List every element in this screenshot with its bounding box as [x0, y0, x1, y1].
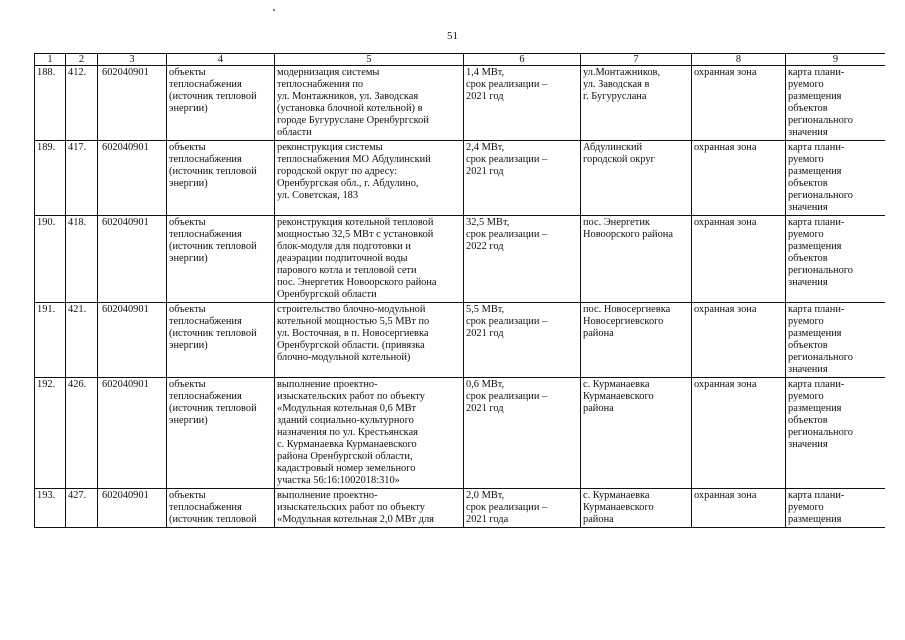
description-line: зданий социально-культурного: [277, 415, 414, 426]
table-container: [34, 53, 885, 640]
description-line: теплоснабжения по: [277, 79, 364, 90]
description-line: изыскательских работ по объекту: [277, 391, 425, 402]
object-type-line: объекты: [169, 379, 206, 390]
object-type-cell: [167, 141, 275, 216]
zone-cell: охранная зона: [692, 216, 786, 303]
object-type-line: теплоснабжения: [169, 154, 242, 165]
object-type-line: (источник тепловой: [169, 403, 257, 414]
map-line: размещения: [788, 241, 842, 252]
parameters-line: срок реализации –: [466, 229, 548, 240]
header-row: [35, 54, 886, 66]
map-line: регионального: [788, 190, 853, 201]
map-cell: [786, 141, 886, 216]
map-line: значения: [788, 364, 828, 375]
record-id-cell: 417.: [66, 141, 98, 216]
location-cell: [581, 378, 692, 489]
map-line: карта плани-: [788, 67, 845, 78]
code-cell: 602040901: [98, 303, 167, 378]
location-cell: [581, 489, 692, 528]
parameters-line: 2,0 МВт,: [466, 490, 505, 501]
object-type-line: энергии): [169, 103, 208, 114]
zone-cell: охранная зона: [692, 303, 786, 378]
map-line: регионального: [788, 115, 853, 126]
map-line: объектов: [788, 178, 828, 189]
map-line: регионального: [788, 352, 853, 363]
object-type-line: объекты: [169, 67, 206, 78]
table-row: [35, 489, 886, 528]
parameters-line: 2021 год: [466, 166, 504, 177]
column-header-5: 5: [275, 54, 464, 66]
parameters-cell: [464, 489, 581, 528]
location-line: ул.Монтажников,: [583, 67, 661, 78]
description-line: участка 56:16:1002018:310»: [277, 475, 400, 486]
location-line: с. Курманаевка: [583, 490, 650, 501]
description-line: мощностью 32,5 МВт с установкой: [277, 229, 434, 240]
column-header-4: 4: [167, 54, 275, 66]
map-cell: [786, 489, 886, 528]
map-line: руемого: [788, 502, 824, 513]
description-line: модернизация системы: [277, 67, 380, 78]
object-type-cell: [167, 378, 275, 489]
object-type-line: объекты: [169, 142, 206, 153]
object-type-line: теплоснабжения: [169, 502, 242, 513]
location-line: района: [583, 328, 614, 339]
object-type-line: теплоснабжения: [169, 316, 242, 327]
location-line: пос. Новосергиевка: [583, 304, 671, 315]
description-line: ул. Советская, 183: [277, 190, 359, 201]
code-cell: 602040901: [98, 378, 167, 489]
map-line: размещения: [788, 403, 842, 414]
location-cell: [581, 141, 692, 216]
description-line: котельной мощностью 5,5 МВт по: [277, 316, 430, 327]
object-type-line: объекты: [169, 490, 206, 501]
column-header-2: 2: [66, 54, 98, 66]
parameters-line: 2021 года: [466, 514, 509, 525]
code-cell: 602040901: [98, 216, 167, 303]
map-line: руемого: [788, 79, 824, 90]
record-id-cell: 418.: [66, 216, 98, 303]
map-line: объектов: [788, 415, 828, 426]
location-line: пос. Энергетик: [583, 217, 650, 228]
location-line: Новосергиевского: [583, 316, 664, 327]
parameters-line: срок реализации –: [466, 391, 548, 402]
row-number-cell: 190.: [35, 216, 66, 303]
record-id-cell: 427.: [66, 489, 98, 528]
parameters-cell: [464, 303, 581, 378]
record-id-cell: 426.: [66, 378, 98, 489]
map-line: руемого: [788, 391, 824, 402]
description-cell: [275, 66, 464, 141]
map-line: размещения: [788, 91, 842, 102]
map-cell: [786, 378, 886, 489]
location-line: Курманаевского: [583, 502, 654, 513]
description-line: реконструкция котельной тепловой: [277, 217, 434, 228]
description-line: (установка блочной котельной) в: [277, 103, 423, 114]
zone-cell: охранная зона: [692, 141, 786, 216]
location-line: Курманаевского: [583, 391, 654, 402]
parameters-line: 2021 год: [466, 328, 504, 339]
object-type-line: энергии): [169, 253, 208, 264]
map-line: объектов: [788, 103, 828, 114]
map-line: значения: [788, 439, 828, 450]
location-line: ул. Заводская в: [583, 79, 650, 90]
parameters-line: 32,5 МВт,: [466, 217, 510, 228]
object-type-line: энергии): [169, 178, 208, 189]
map-line: руемого: [788, 316, 824, 327]
description-line: строительство блочно-модульной: [277, 304, 426, 315]
location-line: городской округ: [583, 154, 655, 165]
table-header: [35, 54, 886, 66]
parameters-line: срок реализации –: [466, 316, 548, 327]
table-row: [35, 216, 886, 303]
parameters-line: срок реализации –: [466, 79, 548, 90]
zone-cell: охранная зона: [692, 66, 786, 141]
object-type-line: объекты: [169, 217, 206, 228]
description-line: Оренбургской области. (привязка: [277, 340, 425, 351]
description-line: изыскательских работ по объекту: [277, 502, 425, 513]
object-type-cell: [167, 66, 275, 141]
map-line: регионального: [788, 265, 853, 276]
object-type-line: (источник тепловой: [169, 166, 257, 177]
object-type-line: объекты: [169, 304, 206, 315]
object-type-cell: [167, 216, 275, 303]
parameters-line: 2,4 МВт,: [466, 142, 505, 153]
map-line: карта плани-: [788, 142, 845, 153]
description-line: «Модульная котельная 0,6 МВт: [277, 403, 417, 414]
object-type-line: (источник тепловой: [169, 328, 257, 339]
description-line: реконструкция системы: [277, 142, 383, 153]
column-header-8: 8: [692, 54, 786, 66]
record-id-cell: 421.: [66, 303, 98, 378]
map-cell: [786, 66, 886, 141]
map-line: размещения: [788, 514, 842, 525]
parameters-line: 0,6 МВт,: [466, 379, 505, 390]
map-line: значения: [788, 202, 828, 213]
description-line: «Модульная котельная 2,0 МВт для: [277, 514, 434, 525]
page-number: 51: [447, 30, 458, 42]
description-line: блочно-модульной котельной): [277, 352, 411, 363]
code-cell: 602040901: [98, 66, 167, 141]
object-type-line: теплоснабжения: [169, 79, 242, 90]
description-line: городе Бугуруслане Оренбургской: [277, 115, 429, 126]
table-row: [35, 303, 886, 378]
location-cell: [581, 66, 692, 141]
description-line: ул. Восточная, в п. Новосергиевка: [277, 328, 429, 339]
description-line: выполнение проектно-: [277, 490, 378, 501]
parameters-line: 1,4 МВт,: [466, 67, 505, 78]
description-cell: [275, 489, 464, 528]
map-line: карта плани-: [788, 379, 845, 390]
location-line: района: [583, 403, 614, 414]
parameters-cell: [464, 378, 581, 489]
object-type-line: энергии): [169, 340, 208, 351]
description-cell: [275, 303, 464, 378]
description-line: назначения по ул. Крестьянская: [277, 427, 418, 438]
row-number-cell: 191.: [35, 303, 66, 378]
object-type-line: (источник тепловой: [169, 91, 257, 102]
description-line: кадастровый номер земельного: [277, 463, 416, 474]
description-cell: [275, 141, 464, 216]
object-type-cell: [167, 303, 275, 378]
parameters-line: 5,5 МВт,: [466, 304, 505, 315]
code-cell: 602040901: [98, 489, 167, 528]
map-line: размещения: [788, 328, 842, 339]
map-line: объектов: [788, 340, 828, 351]
map-line: руемого: [788, 154, 824, 165]
description-line: ул. Монтажников, ул. Заводская: [277, 91, 419, 102]
map-line: значения: [788, 277, 828, 288]
description-line: парового котла и тепловой сети: [277, 265, 417, 276]
description-cell: [275, 216, 464, 303]
data-table: [34, 53, 885, 528]
map-cell: [786, 216, 886, 303]
description-line: теплоснабжения МО Абдулинский: [277, 154, 431, 165]
location-line: с. Курманаевка: [583, 379, 650, 390]
description-line: Оренбургская обл., г. Абдулино,: [277, 178, 419, 189]
row-number-cell: 189.: [35, 141, 66, 216]
location-line: Новоорского района: [583, 229, 673, 240]
description-line: района Оренбургской области,: [277, 451, 413, 462]
description-line: деаэрации подпиточной воды: [277, 253, 408, 264]
object-type-line: теплоснабжения: [169, 391, 242, 402]
column-header-3: 3: [98, 54, 167, 66]
map-line: значения: [788, 127, 828, 138]
description-line: выполнение проектно-: [277, 379, 378, 390]
column-header-1: 1: [35, 54, 66, 66]
location-line: г. Бугуруслана: [583, 91, 647, 102]
location-cell: [581, 303, 692, 378]
row-number-cell: 193.: [35, 489, 66, 528]
zone-cell: охранная зона: [692, 489, 786, 528]
map-line: регионального: [788, 427, 853, 438]
map-line: размещения: [788, 166, 842, 177]
map-line: карта плани-: [788, 490, 845, 501]
object-type-line: (источник тепловой: [169, 241, 257, 252]
table-body: [35, 66, 886, 528]
object-type-line: (источник тепловой: [169, 514, 257, 525]
object-type-line: энергии): [169, 415, 208, 426]
description-line: Оренбургской области: [277, 289, 377, 300]
map-line: карта плани-: [788, 217, 845, 228]
description-line: пос. Энергетик Новоорского района: [277, 277, 437, 288]
table-row: [35, 141, 886, 216]
table-row: [35, 66, 886, 141]
scan-speck: [273, 9, 275, 11]
column-header-9: 9: [786, 54, 886, 66]
description-cell: [275, 378, 464, 489]
parameters-cell: [464, 141, 581, 216]
parameters-line: 2022 год: [466, 241, 504, 252]
map-cell: [786, 303, 886, 378]
zone-cell: охранная зона: [692, 378, 786, 489]
parameters-line: срок реализации –: [466, 154, 548, 165]
location-cell: [581, 216, 692, 303]
parameters-line: 2021 год: [466, 403, 504, 414]
map-line: руемого: [788, 229, 824, 240]
description-line: с. Курманаевка Курманаевского: [277, 439, 417, 450]
map-line: карта плани-: [788, 304, 845, 315]
column-header-6: 6: [464, 54, 581, 66]
code-cell: 602040901: [98, 141, 167, 216]
column-header-7: 7: [581, 54, 692, 66]
table-row: [35, 378, 886, 489]
description-line: блок-модуля для подготовки и: [277, 241, 411, 252]
description-line: области: [277, 127, 312, 138]
object-type-line: теплоснабжения: [169, 229, 242, 240]
row-number-cell: 188.: [35, 66, 66, 141]
parameters-line: 2021 год: [466, 91, 504, 102]
object-type-cell: [167, 489, 275, 528]
parameters-line: срок реализации –: [466, 502, 548, 513]
location-line: Абдулинский: [583, 142, 643, 153]
location-line: района: [583, 514, 614, 525]
row-number-cell: 192.: [35, 378, 66, 489]
parameters-cell: [464, 216, 581, 303]
map-line: объектов: [788, 253, 828, 264]
record-id-cell: 412.: [66, 66, 98, 141]
parameters-cell: [464, 66, 581, 141]
description-line: городской округ по адресу:: [277, 166, 398, 177]
